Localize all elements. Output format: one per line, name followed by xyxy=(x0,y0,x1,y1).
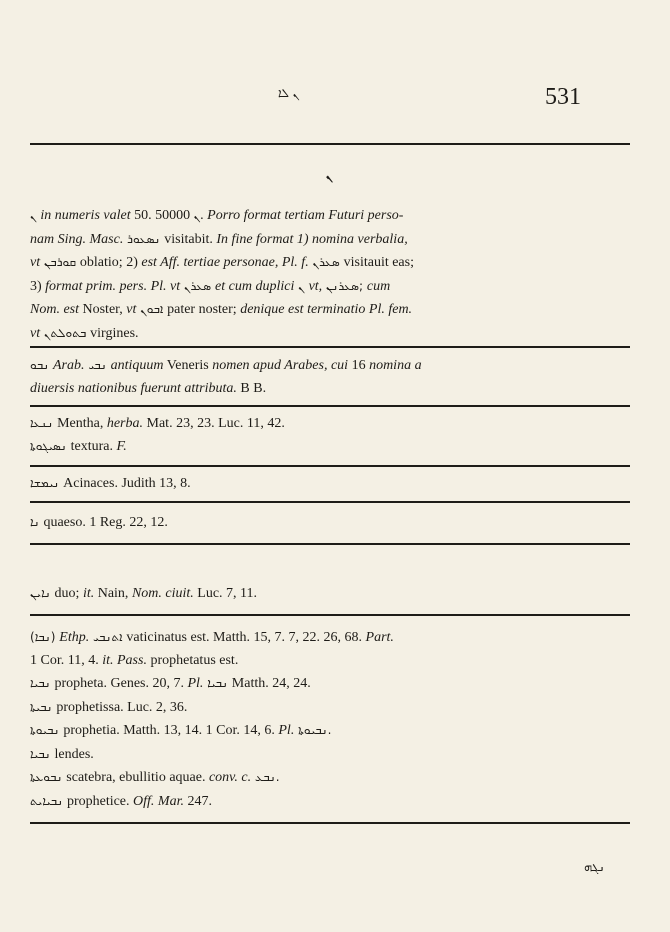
syriac-word: ܢܒܝܬܐ xyxy=(30,699,57,714)
text-run: virgines. xyxy=(90,325,139,341)
text-run: F. xyxy=(116,439,127,454)
text-run: Part. xyxy=(365,630,394,645)
text-run: est Aff. tertiae personae, Pl. f. xyxy=(141,255,309,270)
text-run: quaeso. 1 Reg. 22, 12. xyxy=(43,515,168,530)
syriac-word: ܢ xyxy=(30,208,41,222)
text-run: 3) xyxy=(30,278,46,294)
page-number: 531 xyxy=(545,84,581,110)
text-run: Arab. xyxy=(52,358,85,373)
syriac-word: (ܢܒܐ) xyxy=(30,630,60,644)
text-run: scatebra, ebullitio aquae. xyxy=(66,770,209,785)
text-run: visitabit. xyxy=(164,231,217,247)
syriac-word: ܣܥܪܢܢ; xyxy=(322,278,367,293)
syriac-word: ܢܒܘܥܬܐ xyxy=(30,770,67,784)
syriac-word: ܢܒܝܐܝܬ xyxy=(30,793,67,808)
text-run: Ethp. xyxy=(59,630,90,645)
text-run: Pl. xyxy=(187,676,204,691)
syriac-word: ܢܣܝܓܘܬܐ xyxy=(30,439,71,453)
entries-group-e xyxy=(30,626,630,813)
syriac-word: ܢܒܝܐ xyxy=(203,676,232,690)
text-run: Nain, xyxy=(94,586,132,601)
text-run: Mat. 23, 23. Luc. 11, 42. xyxy=(143,416,285,431)
entry-nabu xyxy=(30,354,630,400)
text-run: nomina a xyxy=(369,358,422,373)
text-run: lendes. xyxy=(54,746,94,762)
syriac-word: ܢܝܡܫܐ xyxy=(30,476,64,490)
text-run: prophetia. Matth. 13, 14. 1 Cor. 14, 6. xyxy=(63,723,279,738)
text-run: 50. xyxy=(130,208,156,223)
text-line xyxy=(30,672,630,696)
text-run: Porro format tertiam Futuri perso- xyxy=(207,208,404,223)
text-run: Pl. xyxy=(278,723,295,738)
header-rule xyxy=(30,143,630,145)
divider xyxy=(30,405,630,407)
syriac-word: ܣܥܪܢ xyxy=(180,278,216,293)
text-run: prophetatus est. xyxy=(146,652,239,668)
syriac-word: ܢܒܝ xyxy=(84,358,111,372)
syriac-word: ܢܒܥ. xyxy=(251,770,280,784)
text-line xyxy=(30,412,630,435)
text-line xyxy=(30,275,630,299)
syriac-word: ܢܒܝܐ xyxy=(30,746,55,761)
text-run: diuersis nationibus fuerunt attributa. xyxy=(30,380,237,396)
text-run: it. xyxy=(82,586,95,601)
syriac-word: ܣܥܪܢ xyxy=(308,255,344,269)
text-run: Off. Mar. xyxy=(133,793,184,809)
text-line xyxy=(30,228,630,252)
text-run: propheta. Genes. 20, 7. xyxy=(54,676,188,691)
text-run: 50000. xyxy=(155,208,208,223)
text-run: duo; xyxy=(54,586,83,601)
syriac-word: ܒܬܘܠܬܢ xyxy=(40,325,91,340)
text-run: format prim. pers. Pl. vt xyxy=(45,278,181,294)
text-line xyxy=(30,322,630,346)
text-run: prophetice. xyxy=(66,793,134,809)
entries-group-b xyxy=(30,474,630,493)
text-run: Matth. 24, 24. xyxy=(231,676,311,691)
footer-rule xyxy=(30,822,630,824)
text-run: In fine format 1) nomina verbalia, xyxy=(216,231,408,247)
text-run: Mentha, xyxy=(57,416,107,431)
syriac-word: ܩܘܪܒܢ xyxy=(40,255,80,269)
syriac-word: ܢܢܥܐ xyxy=(30,416,58,430)
catchword: ܢܓܗ xyxy=(584,860,605,875)
text-line xyxy=(30,626,630,650)
text-run: conv. c. xyxy=(208,770,252,785)
text-line xyxy=(30,204,630,228)
text-line xyxy=(30,584,630,603)
syriac-word: ܢܐ xyxy=(30,515,44,529)
text-run: 16 xyxy=(348,358,370,373)
text-line xyxy=(30,354,630,378)
syriac-word: ܢ xyxy=(193,208,201,222)
text-run: vt, xyxy=(308,278,323,294)
text-run: Veneris xyxy=(163,358,213,373)
entries-group-c xyxy=(30,513,630,532)
text-run: Noster, xyxy=(79,302,127,317)
text-run: cum xyxy=(366,278,391,294)
text-run: oblatio; 2) xyxy=(79,255,142,270)
syriac-word: ܢܒܝܐ xyxy=(30,676,55,690)
text-line xyxy=(30,251,630,275)
text-line xyxy=(30,766,630,790)
syriac-word: ܢܣܥܘܪ xyxy=(123,231,165,246)
syriac-word: ܢ xyxy=(294,278,309,293)
text-run: 247. xyxy=(183,793,212,809)
text-run: in numeris valet xyxy=(40,208,131,223)
syriac-word: ܢܒܘ xyxy=(30,358,53,372)
text-run: antiquum xyxy=(110,358,164,373)
running-head: ܢ ܠܐ xyxy=(278,86,300,100)
text-run: B B. xyxy=(236,380,267,396)
divider xyxy=(30,465,630,467)
text-run: denique est terminatio Pl. fem. xyxy=(240,302,413,317)
syriac-word: ܢܒܝܘܬܐ xyxy=(30,723,64,737)
text-line xyxy=(30,474,630,493)
text-line xyxy=(30,790,630,814)
text-run: Acinaces. Judith 13, 8. xyxy=(63,476,191,491)
text-run: vaticinatus est. Matth. 15, 7. 7, 22. 26, 68. xyxy=(126,630,366,645)
text-run: 1 Cor. 11, 4. xyxy=(30,652,103,668)
text-run: visitauit eas; xyxy=(343,255,414,270)
text-line xyxy=(30,719,630,743)
syriac-word: ܐܒܘܢ xyxy=(136,302,168,316)
text-run: pater noster; xyxy=(167,302,241,317)
text-run: vt xyxy=(30,255,41,270)
text-run: Nom. est xyxy=(30,302,79,317)
text-line xyxy=(30,696,630,720)
text-run: Nom. ciuit. xyxy=(131,586,194,601)
text-run: vt xyxy=(126,302,137,317)
text-line xyxy=(30,298,630,322)
syriac-word: ܢܐܝܢ xyxy=(30,586,55,600)
divider xyxy=(30,614,630,616)
text-line xyxy=(30,743,630,767)
intro-entry xyxy=(30,204,630,345)
text-line xyxy=(30,650,630,673)
divider xyxy=(30,346,630,348)
text-line xyxy=(30,378,630,401)
text-line xyxy=(30,435,630,458)
text-run: herba. xyxy=(106,416,144,431)
text-run: textura. xyxy=(70,439,117,454)
text-run: nomen apud Arabes, cui xyxy=(212,358,349,373)
syriac-word: ܢܒܝܘܬܐ. xyxy=(294,723,332,737)
text-run: prophetissa. Luc. 2, 36. xyxy=(56,699,188,715)
entries-group-d xyxy=(30,584,630,603)
text-run: vt xyxy=(30,325,41,341)
text-run: nam Sing. Masc. xyxy=(30,231,124,247)
text-run: et cum duplici xyxy=(215,278,295,294)
text-line xyxy=(30,513,630,532)
entries-group-a xyxy=(30,412,630,458)
divider xyxy=(30,501,630,503)
divider xyxy=(30,543,630,545)
text-run: it. Pass. xyxy=(102,652,147,668)
section-letter: ܢ xyxy=(326,168,333,182)
text-run: Luc. 7, 11. xyxy=(193,586,258,601)
syriac-word: ܐܬܢܒܝ xyxy=(89,630,127,644)
